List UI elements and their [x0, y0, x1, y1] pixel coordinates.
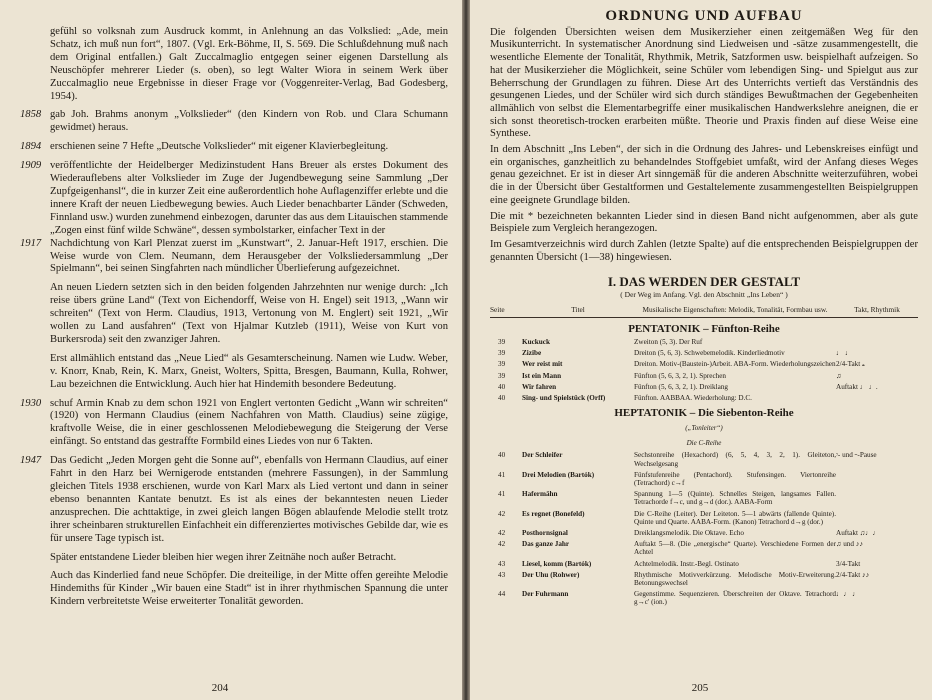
- row-title: Der Fuhrmann: [522, 590, 569, 599]
- entry-text: gab Joh. Brahms anonym „Volkslieder“ (den Kindern von Rob. und Clara Schumann gewidmet) heraus.: [50, 109, 448, 134]
- row-properties: Rhythmische Motivverkürzung. Melodische Motiv-Erweiterung. Betonungswechsel: [634, 570, 836, 587]
- row-properties: Die C-Reihe (Leiter). Der Leiteton. 5—1 abwärts (fallende Quinte). Quinte und Quarte. AABA-Form. (Kanon) Tetrachord d→g (dor.): [634, 509, 836, 526]
- row-title: Drei Melodien (Bartók): [522, 470, 595, 479]
- entry-1858: [20, 109, 448, 135]
- row-rhythm: [836, 471, 918, 487]
- column-header-titel: Titel: [571, 304, 585, 314]
- table-row: [490, 471, 918, 487]
- table-row: [490, 394, 918, 402]
- row-page: 39: [498, 360, 506, 369]
- row-page: 42: [498, 528, 506, 537]
- row-page: 40: [498, 393, 506, 402]
- entry-1930: [20, 398, 448, 450]
- table-row: [490, 372, 918, 380]
- year-label: 1858: [20, 109, 42, 121]
- table-row: [490, 560, 918, 568]
- paragraph-neue-lieder: An neuen Liedern setzten sich in den beiden folgenden Jahrzehnten nur wenige durch: „Ich reise übers grüne Land“ (Text von Eichendorff, Weise von H. Engel) seit 1913, „Wann wir schreiten“ (Text von Herm. Claudius, 1913, Vertonung von M. Englert) seit 1921, „Wir wollen zu Land ausfahren“ (Text von Hjalmar Kutzleb (1911), Weise von Kurt von Burkersroda) seit den zwanziger Jahren.: [50, 282, 448, 345]
- row-title: Das ganze Jahr: [522, 540, 570, 549]
- row-rhythm: Auftakt ♩ ♩.: [836, 382, 878, 391]
- column-header-seite: Seite: [490, 304, 505, 314]
- row-rhythm: 3/4-Takt: [836, 559, 861, 568]
- row-properties: Dreiklangsmelodik. Die Oktave. Echo: [634, 528, 744, 537]
- row-rhythm: ♫: [836, 371, 842, 380]
- row-page: 42: [498, 509, 506, 518]
- paragraph-4: Im Gesamtverzeichnis wird durch Zahlen (letzte Spalte) auf die entsprechenden Beispielgruppen der genannten Übersicht (1—38) hingewiesen.: [490, 238, 918, 263]
- row-title: Es regnet (Bonefeld): [522, 509, 585, 518]
- paragraph-kinderlied: Auch das Kinderlied fand neue Schöpfer. Die dreiteilige, in der Mitte offen gereihte Melodie Hindemiths für Kinder „Wir bauen eine Stadt“ ist in ihrer rhythmischen Spannung die unter Kindern verbreitetste Weise erweiterter Tonalität geworden.: [50, 570, 448, 608]
- table-group-heptatonik: [490, 451, 918, 606]
- chapter-heading: ORDNUNG UND AUFBAU: [605, 8, 803, 24]
- row-title: Wir fahren: [522, 382, 557, 391]
- row-title: Der Schleifer: [522, 451, 563, 460]
- row-title: Kuckuck: [522, 337, 550, 346]
- row-page: 43: [498, 570, 506, 579]
- year-label: 1894: [20, 141, 42, 153]
- row-page: 44: [498, 590, 506, 599]
- table-row: [490, 360, 918, 368]
- column-header-eigenschaften: Musikalische Eigenschaften: Melodik, Tonalität, Formbau usw.: [642, 304, 828, 314]
- row-page: 40: [498, 382, 506, 391]
- year-label: 1909: [20, 160, 42, 172]
- entry-1909: [20, 160, 448, 237]
- table-row: [490, 571, 918, 587]
- entry-1894: [20, 141, 448, 154]
- column-header-takt: Takt, Rhythmik: [854, 304, 900, 314]
- group-subheading: Die C-Reihe: [686, 438, 722, 447]
- row-properties: Dreiton. Motiv-(Baustein-)Arbeit. ABA-Form. Wiederholungszeichen: [634, 360, 836, 369]
- row-properties: Fünfton (5, 6, 3, 2, 1). Sprechen: [634, 371, 727, 380]
- row-properties: Spannung 1—5 (Quinte). Schnelles Steigen, langsames Fallen. Tetrachorde f→c, und g→d (dor.). AABA-Form: [634, 490, 836, 507]
- group-heading-heptatonik: HEPTATONIK – Die Siebenton-Reihe: [614, 407, 794, 420]
- row-page: 40: [498, 451, 506, 460]
- table-row: [490, 349, 918, 357]
- row-rhythm: [836, 490, 918, 506]
- row-title: Sing- und Spielstück (Orff): [522, 393, 606, 402]
- table-row: [490, 590, 918, 606]
- row-properties: Achtelmelodik. Instr.-Begl. Ostinato: [634, 559, 739, 568]
- entry-1917: [20, 238, 448, 277]
- row-page: 41: [498, 470, 506, 479]
- paragraph-2: In dem Abschnitt „Ins Leben“, der sich in die Ordnung des Jahres- und Lebenskreises einfügt und ein organisches, ganzheitlich zu behandelndes Stoffgebiet umfaßt, wird der Anfang dieses Weges genau gezeichnet. Er ist in dieser Art sinngemäß für die anderen Abschnitte weiterzuführen, wobei die in der Übersicht über Gestaltformen und Gestaltelemente zusammengestellten Beispielgruppen eine geeignete Grundlage bilden.: [490, 144, 918, 206]
- table-group-pentatonik: [490, 338, 918, 402]
- paragraph-spaeter: Später entstandene Lieder bleiben hier wegen ihrer Zeitnähe noch außer Betracht.: [50, 551, 397, 563]
- year-label: 1930: [20, 397, 42, 409]
- entry-text: erschienen seine 7 Hefte „Deutsche Volkslieder“ mit eigener Klavierbegleitung.: [50, 141, 389, 153]
- section-subtitle: ( Der Weg im Anfang. Vgl. den Abschnitt „Ins Leben“ ): [620, 290, 788, 300]
- row-title: Der Uhu (Rohwer): [522, 570, 580, 579]
- row-properties: Dreiton (5, 6, 3). Schwebemelodik. Kinderliedmotiv: [634, 349, 785, 358]
- book-gutter: [462, 0, 470, 700]
- row-rhythm: Auftakt ♫♩♩: [836, 528, 880, 537]
- row-title: Zizibe: [522, 349, 542, 358]
- right-page: [470, 0, 932, 700]
- row-properties: Fünfstufenreihe (Pentachord). Stufensingen. Viertonreihe (Tetrachord) c→f: [634, 470, 836, 487]
- row-title: Liesel, komm (Bartók): [522, 559, 592, 568]
- row-rhythm: 2/4-Takt ♪♪: [836, 570, 870, 579]
- table-row: [490, 540, 918, 556]
- row-title: Ist ein Mann: [522, 371, 562, 380]
- row-properties: Auftakt 5—8. (Die „energische“ Quarte). Verschiedene Formen der Achtel: [634, 540, 836, 557]
- paragraph-1: Die folgenden Übersichten weisen dem Musikerzieher einen zeitgemäßen Weg für den Musikunterricht. In systematischer Anordnung sind Liedweisen und -sätze zusammengestellt, die wesentliche Elemente der Tonalität, Rhythmik, Metrik, Satzformen usw. beispielhaft aufzeigen. So hat der Musikerzieher die Möglichkeit, seine Schüler vom lebendigen Sing- und Spielgut aus zur Beherrschung der Grundlagen zu führen. Diese Art des Unterrichts vertieft das Verständnis des gesungenen Liedes, und der Schüler wird sich durch ständiges Bewußtmachen der Gegebenheiten allmählich von selbst die Elementarbegriffe einer musikalischen Handwerkslehre aneignen, die er sich sonst theoretisch-trocken erarbeiten müßte. Theorie und Praxis finden auf diese Weise eine Synthese.: [490, 26, 918, 140]
- left-text-column: [20, 26, 448, 615]
- row-properties: Gegenstimme. Sequenzieren. Überschreiten der Oktave. Tetrachord g→c' (ion.): [634, 590, 836, 607]
- row-rhythm: 𝄾- und 𝄼-Pause: [836, 451, 877, 460]
- entry-text: schuf Armin Knab zu dem schon 1921 von Englert vertonten Gedicht „Wann wir schreiten“ (1920) von Hermann Claudius (einem Nachfahren von Matth. Claudius) seine zügige, kraftvolle Weise, die in einer geschlossenen Melodiebewegung die Steigerung der Verse einfängt. So entstand das gestraffte Formbild eines Liedes von nur 6 Takten.: [50, 397, 448, 448]
- row-properties: Fünfton (5, 6, 3, 2, 1). Dreiklang: [634, 382, 729, 391]
- left-page: [0, 0, 462, 700]
- page-number: 204: [211, 682, 229, 694]
- row-rhythm: ♩ ♩: [836, 349, 853, 358]
- group-subheading: („Tonleiter“): [685, 423, 723, 432]
- entry-text: Nachdichtung von Karl Plenzat zuerst im „Kunstwart“, 2. Januar-Heft 1917, erschien. Die Weise wurde von Clem. Neumann, dem Herausgeber der Volksliedersammlung „Der Spielmann“, bei seinen Singfahrten nach mündlicher Überlieferung aufgezeichnet.: [50, 237, 448, 275]
- row-page: 42: [498, 540, 506, 549]
- row-rhythm: [836, 338, 918, 346]
- row-title: Posthornsignal: [522, 528, 568, 537]
- table-header: [490, 306, 918, 319]
- row-title: Hafermähn: [522, 490, 558, 499]
- row-page: 39: [498, 371, 506, 380]
- intro-paragraph: gefühl so volksnah zum Ausdruck kommt, in Anlehnung an das Volkslied: „Ade, mein Schatz, ich muß nun fort“, 1807. (Vgl. Erk-Böhme, II, S. 569. Die Schlußdehnung muß nach dem Original entfallen.) Galt Zuccalmaglio entgegen seiner eigenen Darstellung als Neuschöpfer mehrerer Lieder (s. oben), so legt Walter Wiora in seinem Werk über Zuccalmaglio neue Ergebnisse in dieser Frage vor (Voggenreiter-Verlag, Bad Godesberg, 1954).: [50, 26, 448, 102]
- paragraph-3: Die mit * bezeichneten bekannten Lieder sind in diesen Band nicht aufgenommen, aber als gute Beispiele zum Vergleich herangezogen.: [490, 210, 918, 235]
- table-row: [490, 338, 918, 346]
- row-rhythm: [836, 394, 918, 402]
- row-properties: Fünfton. AABBAA. Wiederholung: D.C.: [634, 393, 752, 402]
- row-page: 43: [498, 559, 506, 568]
- entry-text: veröffentlichte der Heidelberger Medizinstudent Hans Breuer als erstes Dokument des Wiederauflebens alter Volkslieder im Zuge der Jugendbewegung seine Sammlung „Der Zupfgeigenhansl“, die in kurzer Zeit eine außerordentlich hohe Auflagenziffer erlebte und die innere Kraft der neuen Liedbewegung bewies. Auch Lieder benachbarter Länder (Schweden, Finnland usw.) wurden zunehmend einbezogen, darunter das aus dem Litauischen stammende „Zogen einst fünf wilde Schwäne“, dessen symbolstarker, einfacher Text in der: [50, 160, 448, 236]
- row-properties: Sechstonreihe (Hexachord) (6, 5, 4, 3, 2, 1). Gleiteton, Wechselgesang: [634, 451, 836, 468]
- entry-text: Das Gedicht „Jeden Morgen geht die Sonne auf“, ebenfalls von Hermann Claudius, auf einer Fahrt in den Harz bei Wernigerode entstanden (mehrere Fassungen), in der Sammlung gleichen Titels 1938 erschienen, wurde von Karl Marx als Lied vertont und dann in seiner ebenso benannten Kantate benutzt. Es ist als eines der bekanntesten neuen Lieder anzusprechen. Die achttaktige, in zwei gleich langen Bögen ablaufende Melodie stellt trotz ihrer scheinbaren strukturellen Einfachheit ein differenziertes motivisches Gebilde dar, wie es für unsere Tage typisch ist.: [50, 455, 448, 544]
- row-page: 41: [498, 490, 506, 499]
- entry-1947: [20, 455, 448, 545]
- table-row: [490, 383, 918, 391]
- row-rhythm: 2/4-Takt 𝅝: [836, 360, 865, 369]
- paragraph-neues-lied: Erst allmählich entstand das „Neue Lied“ als Gesamterscheinung. Namen wie Ludw. Weber, v. Knorr, Knab, Rein, K. Marx, Gneist, Wolters, Spitta, Bresgen, Baumann, Kulla, Rohwer, Lau bezeichnen die Entwicklung. Auch hier hat Hindemith besondere Bedeutung.: [50, 352, 448, 390]
- year-label: 1917: [20, 237, 42, 249]
- section-title: I. DAS WERDEN DER GESTALT: [607, 274, 801, 290]
- row-page: 39: [498, 337, 506, 346]
- table-row: [490, 490, 918, 506]
- row-rhythm: ♫ und ♪♪: [836, 540, 863, 549]
- row-properties: Zweiton (5, 3). Der Ruf: [634, 337, 703, 346]
- row-rhythm: ♩♩ ♩: [836, 590, 860, 599]
- right-text-column: [490, 10, 918, 610]
- year-label: 1947: [20, 455, 42, 467]
- table-row: [490, 510, 918, 526]
- group-heading-pentatonik: PENTATONIK – Fünfton-Reihe: [628, 323, 780, 336]
- table-row: [490, 451, 918, 467]
- row-page: 39: [498, 349, 506, 358]
- table-row: [490, 529, 918, 537]
- row-rhythm: [836, 510, 918, 526]
- row-title: Wer reist mit: [522, 360, 563, 369]
- page-number: 205: [691, 682, 709, 694]
